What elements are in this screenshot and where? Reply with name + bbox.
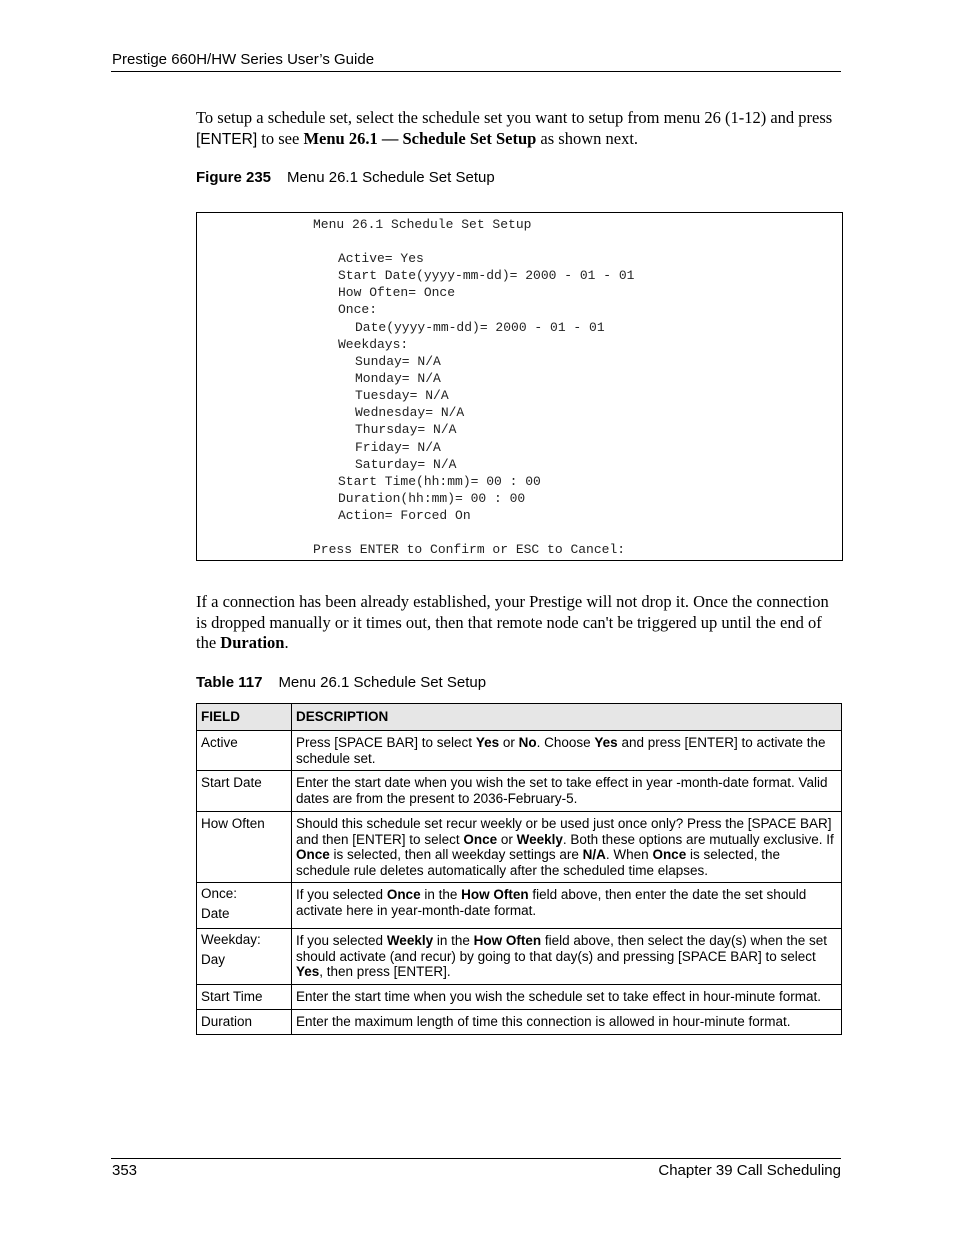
- intro-text-3: as shown next.: [536, 129, 639, 148]
- desc-text: in the: [433, 933, 474, 948]
- desc-bold: Weekly: [386, 933, 434, 948]
- intro-paragraph: [196, 107, 844, 150]
- desc-bold: Once: [386, 887, 421, 902]
- table-row: [197, 812, 842, 883]
- field-cell: [197, 883, 292, 929]
- chapter-title: Chapter 39 Call Scheduling: [658, 1162, 841, 1179]
- header-description: DESCRIPTION: [292, 704, 842, 731]
- desc-text: is selected, the schedule rule deletes automatically after the scheduled time elapses.: [296, 847, 781, 878]
- desc-text: field above, then enter the date the set should activate here in year-month-date format.: [296, 887, 807, 918]
- figure-label: Figure 235: [196, 169, 272, 186]
- terminal-line-duration: Duration(hh:mm)= 00 : 00: [338, 491, 526, 506]
- field-name: Once:: [201, 886, 238, 901]
- terminal-line-start-date: Start Date(yyyy-mm-dd)= 2000 - 01 - 01: [338, 268, 635, 283]
- terminal-line-action: Action= Forced On: [338, 508, 471, 523]
- desc-text: is selected, then all weekday settings are: [329, 847, 583, 862]
- para-text-1: If a connection has been already established, your Prestige will not drop it. Once the connection is dropped manually or it times out, then that remote node can't be triggered up until the end of the: [196, 592, 829, 652]
- terminal-line-monday: Monday= N/A: [355, 371, 441, 386]
- terminal-line-once: Once:: [338, 302, 378, 317]
- running-header: Prestige 660H/HW Series User’s Guide: [112, 51, 375, 68]
- desc-text: If you selected: [296, 933, 387, 948]
- desc-text: . Choose: [536, 735, 595, 750]
- desc-bold: How Often: [461, 887, 529, 902]
- field-subname: Day: [201, 952, 226, 967]
- description-cell: [292, 1010, 842, 1035]
- terminal-line-tuesday: Tuesday= N/A: [355, 388, 449, 403]
- header-rule: [111, 71, 841, 72]
- description-cell: [292, 812, 842, 883]
- para-bold: Duration: [220, 633, 285, 652]
- desc-bold: How Often: [473, 933, 542, 948]
- terminal-screen: [196, 212, 843, 561]
- desc-text: field above, then select the day(s) when the set should activate (and recur) by going to that day(s) and pressing [SPACE BAR] to select: [296, 933, 828, 964]
- desc-bold: N/A: [582, 847, 606, 862]
- desc-text: . Both these options are mutually exclusive. If: [562, 831, 834, 847]
- table-row: [197, 731, 842, 771]
- intro-key: [ENTER]: [196, 131, 258, 148]
- table-row: [197, 985, 842, 1010]
- desc-bold: Once: [652, 847, 687, 862]
- desc-text: Enter the maximum length of time this connection is allowed in hour-minute format.: [296, 1014, 791, 1029]
- field-cell: [197, 771, 292, 812]
- terminal-line-once-date: Date(yyyy-mm-dd)= 2000 - 01 - 01: [355, 320, 605, 335]
- desc-text: Press [SPACE BAR] to select: [296, 735, 476, 750]
- table-row: [197, 929, 842, 985]
- description-cell: [292, 985, 842, 1010]
- desc-text: Enter the start date when you wish the set to take effect in year -month-date format. Valid dates are from the present to 2036-February-5.: [296, 775, 828, 806]
- figure-caption: [196, 169, 495, 186]
- terminal-title: Menu 26.1 Schedule Set Setup: [313, 217, 532, 232]
- table-label: Table 117: [196, 674, 263, 691]
- desc-bold: No: [518, 735, 537, 750]
- field-cell: [197, 812, 292, 883]
- field-name: Active: [201, 735, 238, 750]
- desc-bold: Yes: [475, 735, 500, 750]
- footer-rule: [111, 1158, 841, 1159]
- table-row: [197, 1010, 842, 1035]
- desc-text: . When: [605, 847, 653, 862]
- field-cell: [197, 929, 292, 985]
- desc-bold: Once: [296, 847, 330, 862]
- desc-text: or: [497, 831, 517, 847]
- figure-title: Menu 26.1 Schedule Set Setup: [287, 169, 495, 186]
- header-field: FIELD: [197, 704, 292, 731]
- desc-bold: Weekly: [516, 831, 563, 847]
- description-cell: [292, 883, 842, 929]
- desc-text: in the: [420, 887, 462, 902]
- description-cell: [292, 731, 842, 771]
- description-cell: [292, 771, 842, 812]
- terminal-line-thursday: Thursday= N/A: [355, 422, 457, 437]
- terminal-prompt: Press ENTER to Confirm or ESC to Cancel:: [313, 542, 626, 557]
- desc-text: Should this schedule set recur weekly or be used just once only? Press the [SPACE BAR] and then [ENTER] to select: [296, 816, 832, 847]
- terminal-line-active: Active= Yes: [338, 251, 424, 266]
- table-row: [197, 771, 842, 812]
- desc-text: Enter the start time when you wish the schedule set to take effect in hour-minute format.: [296, 989, 822, 1004]
- terminal-line-sunday: Sunday= N/A: [355, 354, 441, 369]
- desc-bold: Yes: [594, 735, 618, 750]
- table-caption: [196, 674, 486, 691]
- table-header-row: [197, 704, 842, 731]
- terminal-line-how-often: How Often= Once: [338, 285, 456, 300]
- desc-text: or: [499, 735, 519, 750]
- terminal-line-weekdays: Weekdays:: [338, 337, 409, 352]
- desc-bold: Once: [463, 831, 498, 847]
- table-row: [197, 883, 842, 929]
- table-title: Menu 26.1 Schedule Set Setup: [278, 674, 487, 691]
- intro-text-2: to see: [257, 129, 304, 148]
- intro-text-1: To setup a schedule set, select the schedule set you want to setup from menu 26 (1-12) and press: [196, 108, 833, 127]
- field-name: Duration: [201, 1014, 253, 1029]
- terminal-line-friday: Friday= N/A: [355, 440, 441, 455]
- terminal-line-wednesday: Wednesday= N/A: [355, 405, 465, 420]
- field-name: Start Date: [201, 775, 262, 790]
- page-number: 353: [112, 1162, 138, 1179]
- field-subname: Date: [201, 906, 230, 921]
- desc-text: If you selected: [296, 887, 387, 902]
- field-name: How Often: [201, 816, 265, 831]
- desc-text: , then press [ENTER].: [319, 964, 451, 979]
- description-cell: [292, 929, 842, 985]
- intro-menu-name: Menu 26.1 — Schedule Set Setup: [303, 129, 537, 148]
- para-text-2: .: [284, 633, 289, 652]
- terminal-line-start-time: Start Time(hh:mm)= 00 : 00: [338, 474, 541, 489]
- desc-bold: Yes: [296, 964, 320, 979]
- field-name: Start Time: [201, 989, 263, 1004]
- body-paragraph: [196, 592, 842, 654]
- field-cell: [197, 1010, 292, 1035]
- field-name: Weekday:: [201, 932, 261, 947]
- desc-text: and press [ENTER] to activate the schedule set.: [296, 735, 826, 766]
- field-cell: [197, 731, 292, 771]
- terminal-line-saturday: Saturday= N/A: [355, 457, 457, 472]
- field-description-table: [196, 703, 842, 1035]
- field-cell: [197, 985, 292, 1010]
